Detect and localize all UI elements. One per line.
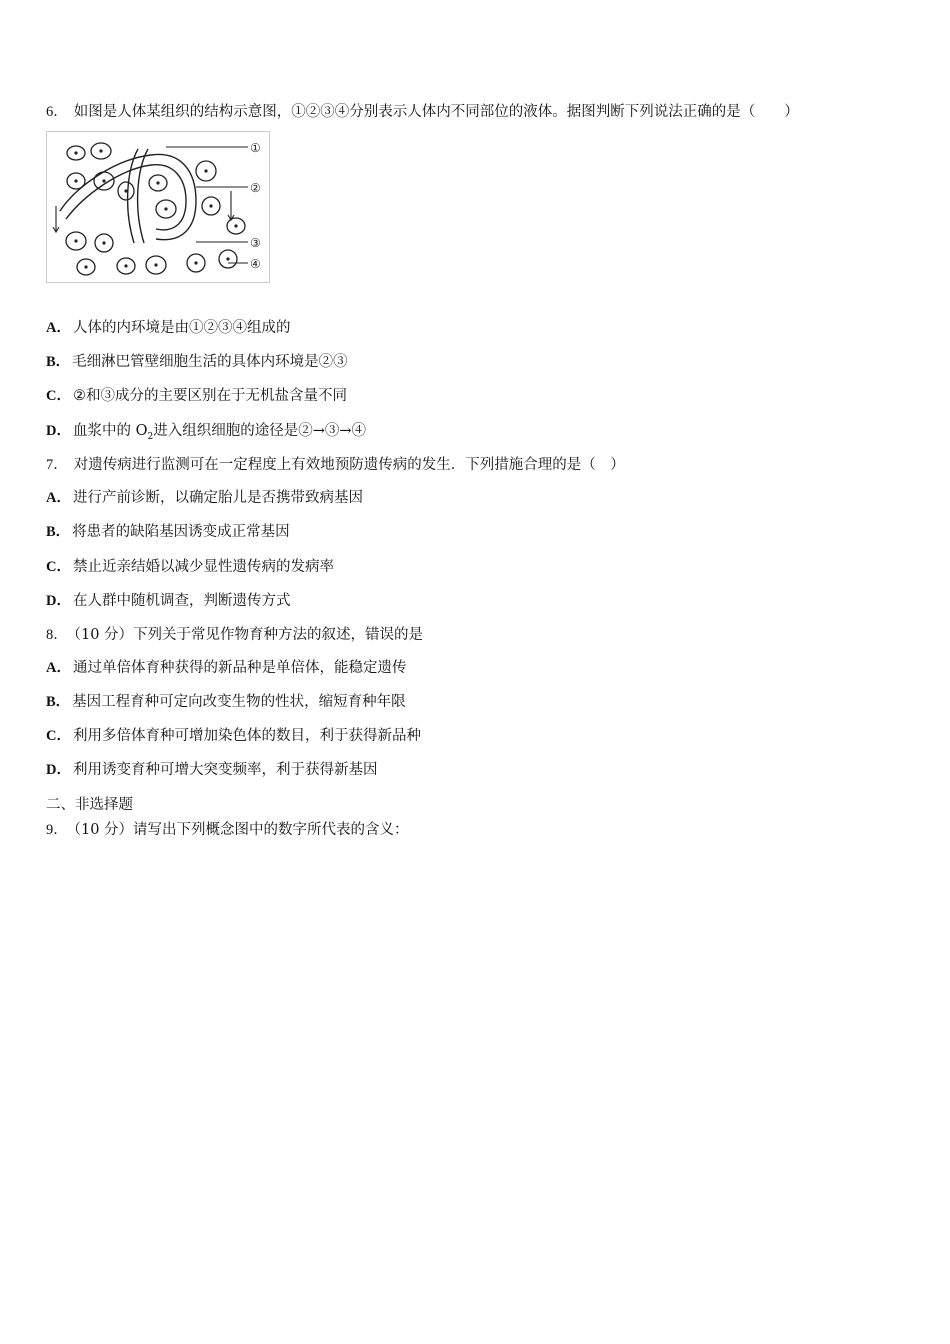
option-text-pre: 血浆中的 O: [72, 423, 148, 439]
option-text: 毛细淋巴管壁细胞生活的具体内环境是②③: [72, 354, 348, 370]
option-text: 基因工程育种可定向改变生物的性状，缩短育种年限: [72, 694, 406, 710]
tissue-structure-diagram: [46, 131, 270, 283]
option-letter: A．: [46, 660, 71, 676]
q7-option-d[interactable]: [46, 591, 290, 611]
option-text: 禁止近亲结婚以减少显性遗传病的发病率: [72, 559, 334, 575]
q6-option-b[interactable]: [46, 352, 348, 372]
option-text: 人体的内环境是由①②③④组成的: [72, 320, 291, 336]
question-number: 6．: [46, 104, 68, 120]
option-text: 利用多倍体育种可增加染色体的数目，利于获得新品种: [72, 728, 421, 744]
option-letter: B．: [46, 694, 71, 710]
question-text: 对遗传病进行监测可在一定程度上有效地预防遗传病的发生．下列措施合理的是（ ）: [73, 457, 625, 473]
question-7-stem: [46, 455, 625, 475]
q8-option-a[interactable]: [46, 658, 406, 678]
option-text-post: 进入组织细胞的途径是②→③→④: [153, 423, 367, 439]
tissue-diagram-svg: [46, 131, 270, 283]
question-number: 8．: [46, 627, 68, 643]
option-letter: B．: [46, 524, 71, 540]
q8-option-d[interactable]: [46, 760, 377, 780]
option-letter: C．: [46, 388, 71, 404]
option-text: 将患者的缺陷基因诱变成正常基因: [72, 524, 290, 540]
option-letter: C．: [46, 559, 71, 575]
q7-option-b[interactable]: [46, 522, 290, 542]
label-1: ①: [250, 141, 261, 155]
question-number: 9．: [46, 822, 68, 838]
option-letter: D．: [46, 423, 71, 439]
question-number: 7．: [46, 457, 68, 473]
option-letter: D．: [46, 593, 71, 609]
q8-option-b[interactable]: [46, 692, 406, 712]
option-letter: A．: [46, 320, 71, 336]
option-text: 通过单倍体育种获得的新品种是单倍体，能稳定遗传: [72, 660, 407, 676]
label-2: ②: [250, 181, 261, 195]
option-text: 利用诱变育种可增大突变频率，利于获得新基因: [72, 762, 378, 778]
q6-option-a[interactable]: [46, 318, 290, 338]
question-6-stem: [46, 102, 799, 122]
q7-option-c[interactable]: [46, 557, 334, 577]
option-letter: A．: [46, 490, 71, 506]
option-letter: D．: [46, 762, 71, 778]
option-letter: B．: [46, 354, 71, 370]
option-letter: C．: [46, 728, 71, 744]
q8-option-c[interactable]: [46, 726, 421, 746]
question-9-stem: [46, 820, 409, 840]
subscript: 2: [147, 431, 154, 442]
label-4: ④: [250, 257, 261, 271]
question-8-stem: [46, 625, 423, 645]
question-text: （10 分）下列关于常见作物育种方法的叙述，错误的是: [73, 627, 424, 643]
q6-option-c[interactable]: [46, 386, 347, 406]
option-text: 在人群中随机调查，判断遗传方式: [72, 593, 291, 609]
option-text: 进行产前诊断，以确定胎儿是否携带致病基因: [72, 490, 363, 506]
q7-option-a[interactable]: [46, 488, 363, 508]
question-text: 如图是人体某组织的结构示意图，①②③④分别表示人体内不同部位的液体。据图判断下列说法正确的是（ ）: [73, 104, 799, 120]
question-text: （10 分）请写出下列概念图中的数字所代表的含义：: [73, 822, 409, 838]
label-3: ③: [250, 236, 261, 250]
option-text: ②和③成分的主要区别在于无机盐含量不同: [72, 388, 347, 404]
q6-option-d[interactable]: [46, 421, 366, 447]
section-heading: 二、非选择题: [46, 797, 133, 813]
